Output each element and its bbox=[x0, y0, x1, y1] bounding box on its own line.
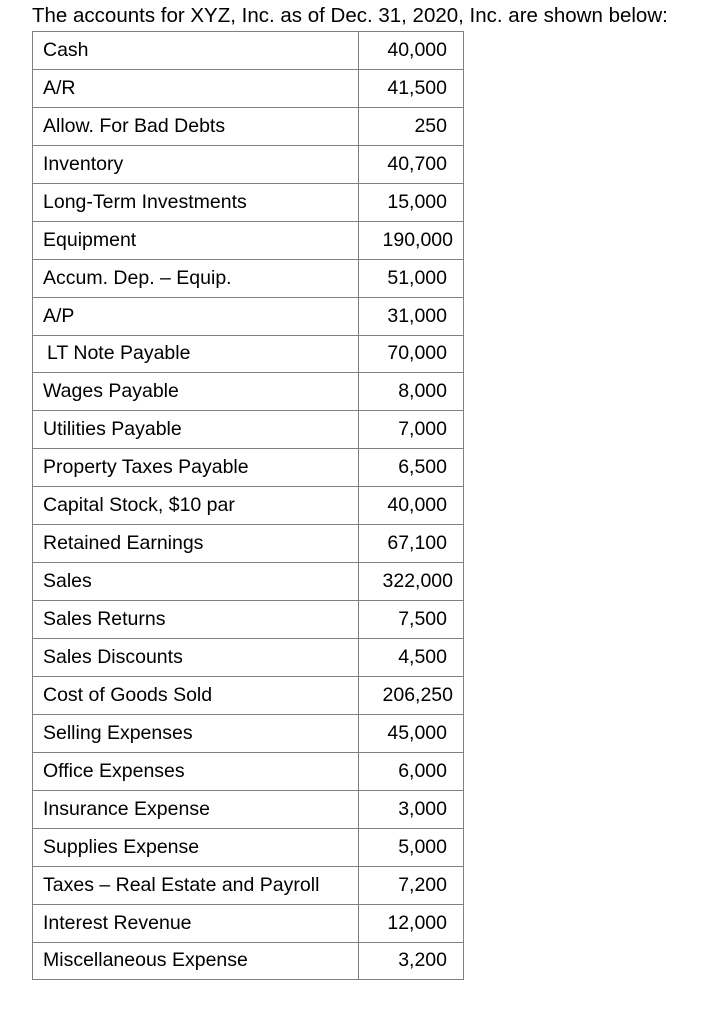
table-row bbox=[33, 790, 464, 828]
table-row bbox=[33, 904, 464, 942]
table-row bbox=[33, 107, 464, 145]
account-amount: 3,200 bbox=[359, 942, 464, 980]
account-name: Selling Expenses bbox=[33, 714, 359, 752]
table-row bbox=[33, 221, 464, 259]
account-amount: 40,000 bbox=[359, 32, 464, 70]
account-amount: 8,000 bbox=[359, 373, 464, 411]
account-name: Allow. For Bad Debts bbox=[33, 107, 359, 145]
account-name: Long-Term Investments bbox=[33, 183, 359, 221]
account-amount: 5,000 bbox=[359, 828, 464, 866]
account-amount: 45,000 bbox=[359, 714, 464, 752]
account-name: Utilities Payable bbox=[33, 411, 359, 449]
account-name: Insurance Expense bbox=[33, 790, 359, 828]
table-row bbox=[33, 32, 464, 70]
account-name: LT Note Payable bbox=[33, 335, 359, 373]
account-amount: 41,500 bbox=[359, 69, 464, 107]
account-name: A/P bbox=[33, 297, 359, 335]
account-name: Sales bbox=[33, 563, 359, 601]
table-row bbox=[33, 373, 464, 411]
table-row bbox=[33, 563, 464, 601]
account-name: Cash bbox=[33, 32, 359, 70]
account-name: Accum. Dep. – Equip. bbox=[33, 259, 359, 297]
table-row bbox=[33, 942, 464, 980]
account-name: Retained Earnings bbox=[33, 525, 359, 563]
accounts-table bbox=[32, 31, 464, 980]
table-row bbox=[33, 752, 464, 790]
account-name: Interest Revenue bbox=[33, 904, 359, 942]
account-name: Cost of Goods Sold bbox=[33, 676, 359, 714]
account-amount: 3,000 bbox=[359, 790, 464, 828]
table-row bbox=[33, 601, 464, 639]
account-name: Equipment bbox=[33, 221, 359, 259]
account-name: Capital Stock, $10 par bbox=[33, 487, 359, 525]
table-row bbox=[33, 297, 464, 335]
table-row bbox=[33, 487, 464, 525]
account-amount: 67,100 bbox=[359, 525, 464, 563]
account-name: Inventory bbox=[33, 145, 359, 183]
accounts-table-body bbox=[33, 32, 464, 980]
account-amount: 322,000 bbox=[359, 563, 464, 601]
table-row bbox=[33, 828, 464, 866]
account-amount: 7,500 bbox=[359, 601, 464, 639]
account-amount: 6,500 bbox=[359, 449, 464, 487]
table-row bbox=[33, 259, 464, 297]
account-name: Wages Payable bbox=[33, 373, 359, 411]
table-row bbox=[33, 525, 464, 563]
table-row bbox=[33, 714, 464, 752]
account-amount: 70,000 bbox=[359, 335, 464, 373]
account-amount: 206,250 bbox=[359, 676, 464, 714]
account-name: Office Expenses bbox=[33, 752, 359, 790]
account-name: Miscellaneous Expense bbox=[33, 942, 359, 980]
account-name: Sales Discounts bbox=[33, 639, 359, 677]
account-amount: 15,000 bbox=[359, 183, 464, 221]
table-row bbox=[33, 639, 464, 677]
table-row bbox=[33, 411, 464, 449]
table-row bbox=[33, 183, 464, 221]
table-row bbox=[33, 449, 464, 487]
account-name: A/R bbox=[33, 69, 359, 107]
account-name: Supplies Expense bbox=[33, 828, 359, 866]
account-amount: 250 bbox=[359, 107, 464, 145]
table-row bbox=[33, 145, 464, 183]
account-name: Property Taxes Payable bbox=[33, 449, 359, 487]
account-amount: 7,000 bbox=[359, 411, 464, 449]
account-name: Taxes – Real Estate and Payroll bbox=[33, 866, 359, 904]
account-name: Sales Returns bbox=[33, 601, 359, 639]
table-row bbox=[33, 676, 464, 714]
account-amount: 12,000 bbox=[359, 904, 464, 942]
account-amount: 51,000 bbox=[359, 259, 464, 297]
account-amount: 40,700 bbox=[359, 145, 464, 183]
account-amount: 40,000 bbox=[359, 487, 464, 525]
table-row bbox=[33, 866, 464, 904]
account-amount: 190,000 bbox=[359, 221, 464, 259]
table-row bbox=[33, 335, 464, 373]
account-amount: 4,500 bbox=[359, 639, 464, 677]
account-amount: 6,000 bbox=[359, 752, 464, 790]
account-amount: 7,200 bbox=[359, 866, 464, 904]
page-heading: The accounts for XYZ, Inc. as of Dec. 31, 2020, Inc. are shown below: bbox=[32, 4, 668, 27]
account-amount: 31,000 bbox=[359, 297, 464, 335]
table-row bbox=[33, 69, 464, 107]
